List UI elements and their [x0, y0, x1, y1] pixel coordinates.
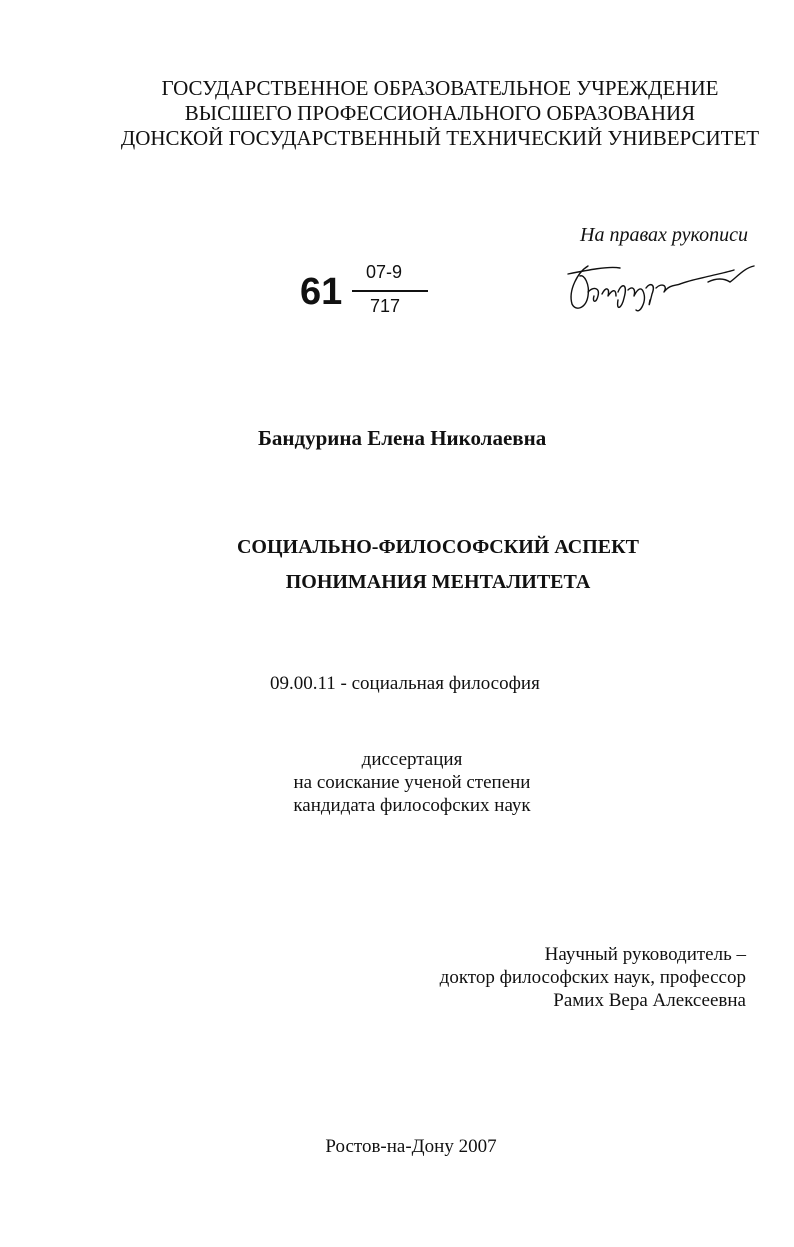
catalog-top: 07-9 [366, 262, 403, 282]
supervisor-block [440, 943, 746, 1012]
catalog-fraction-line [352, 290, 428, 292]
city-year: Ростов-на-Дону 2007 [325, 1136, 497, 1157]
supervisor-line-3: Рамих Вера Алексеевна [553, 990, 746, 1011]
author-name: Бандурина Елена Николаевна [258, 426, 547, 450]
degree-line-1: диссертация [361, 749, 463, 770]
catalog-bottom: 717 [370, 296, 401, 316]
header-line-2: ВЫСШЕГО ПРОФЕССИОНАЛЬНОГО ОБРАЗОВАНИЯ [184, 101, 696, 125]
title-line-1: СОЦИАЛЬНО-ФИЛОСОФСКИЙ АСПЕКТ [236, 536, 639, 558]
dissertation-title [0, 530, 794, 600]
catalog-main: 61 [300, 271, 343, 313]
degree-line-2: на соискание ученой степени [293, 772, 531, 793]
degree-line-3: кандидата философских наук [293, 795, 531, 816]
header-line-1: ГОСУДАРСТВЕННОЕ ОБРАЗОВАТЕЛЬНОЕ УЧРЕЖДЕНИЕ [161, 76, 719, 100]
manuscript-note: На правах рукописи [580, 224, 748, 246]
title-line-2: ПОНИМАНИЯ МЕНТАЛИТЕТА [285, 571, 591, 593]
supervisor-line-1: Научный руководитель – [544, 944, 746, 965]
signature-image [558, 252, 758, 322]
specialty-code: 09.00.11 - социальная философия [270, 673, 540, 694]
header-line-3: ДОНСКОЙ ГОСУДАРСТВЕННЫЙ ТЕХНИЧЕСКИЙ УНИВЕРСИТЕТ [120, 126, 760, 150]
institution-header [0, 76, 794, 151]
supervisor-line-2: доктор философских наук, профессор [439, 967, 746, 988]
degree-statement [0, 748, 794, 817]
catalog-number [300, 262, 440, 322]
